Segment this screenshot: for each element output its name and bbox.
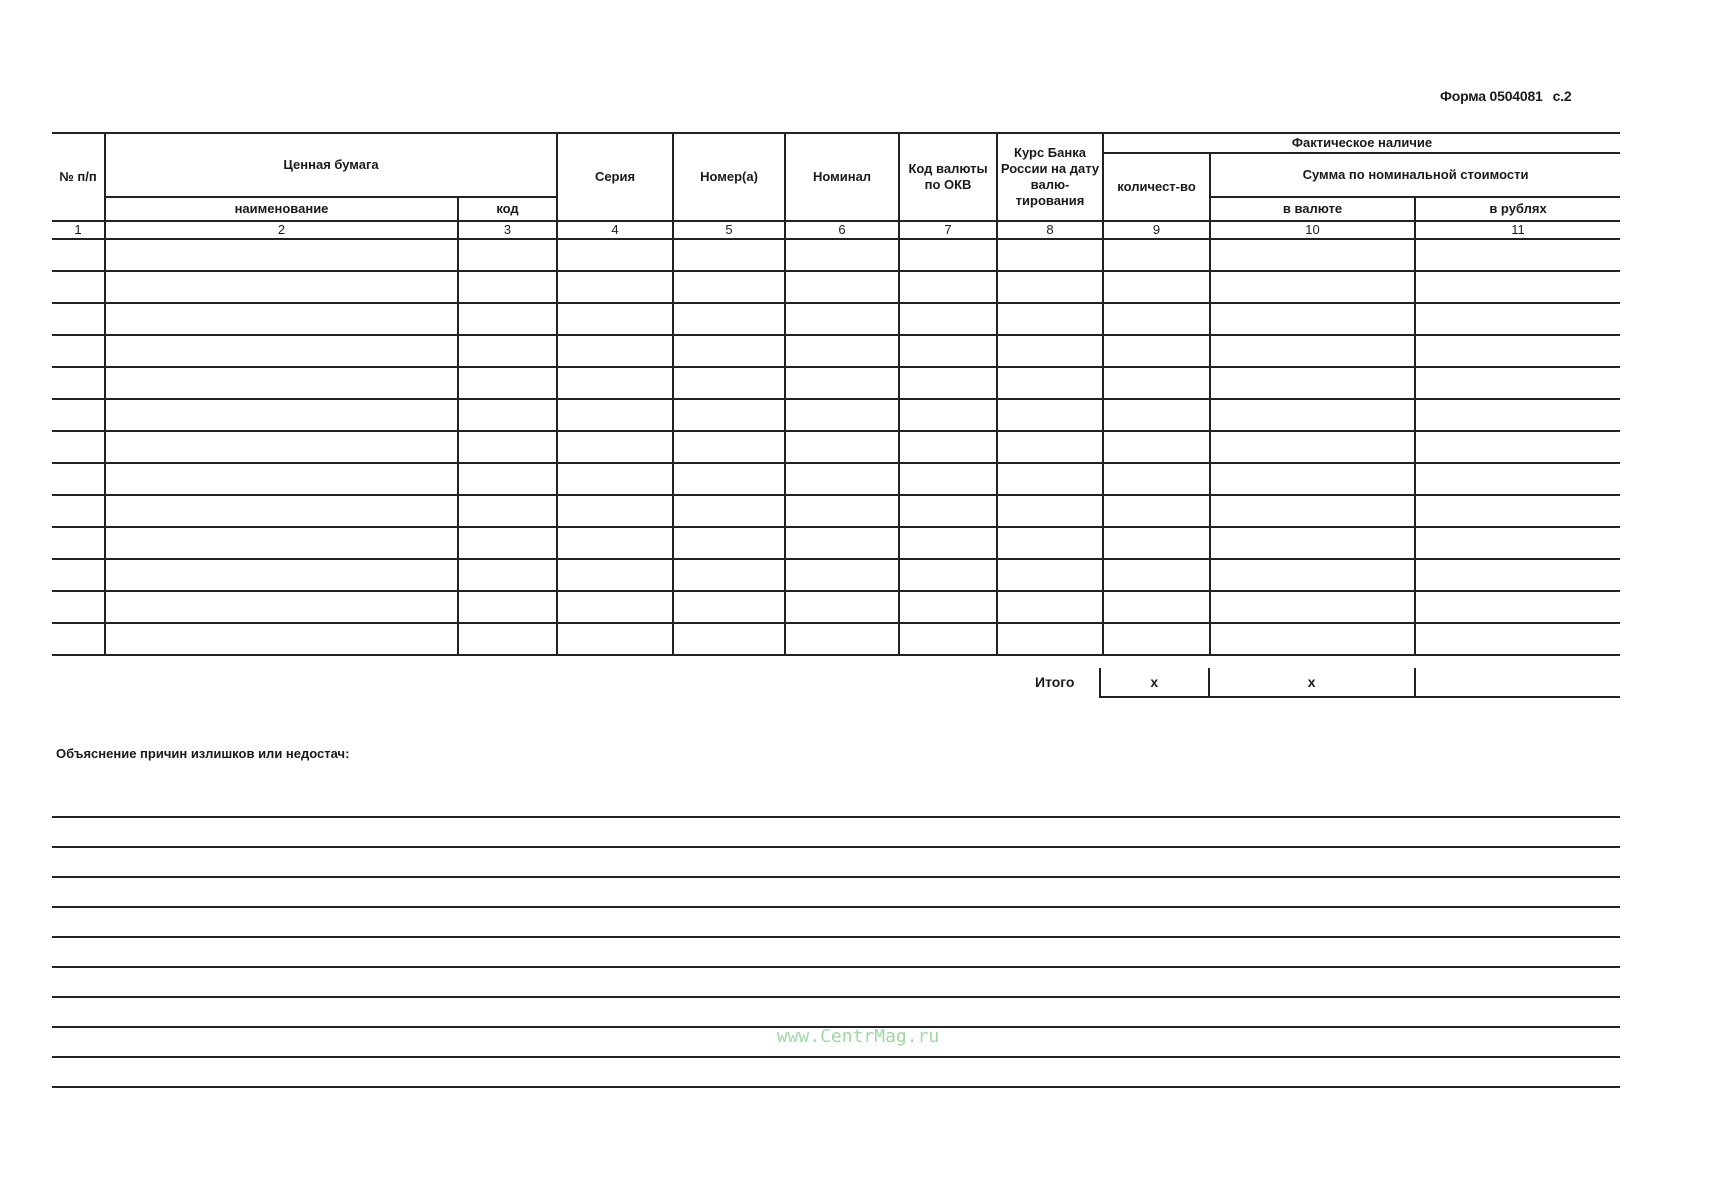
securities-table bbox=[52, 132, 1620, 656]
table-cell[interactable] bbox=[785, 239, 899, 271]
table-cell[interactable] bbox=[1415, 399, 1620, 431]
table-cell[interactable] bbox=[899, 431, 997, 463]
column-number: 5 bbox=[673, 221, 785, 239]
table-cell[interactable] bbox=[557, 431, 673, 463]
table-cell[interactable] bbox=[899, 463, 997, 495]
table-cell[interactable] bbox=[997, 367, 1103, 399]
table-cell[interactable] bbox=[105, 303, 458, 335]
total-row bbox=[1015, 668, 1620, 696]
table-cell[interactable] bbox=[899, 335, 997, 367]
table-cell[interactable] bbox=[557, 367, 673, 399]
table-cell[interactable] bbox=[52, 559, 105, 591]
table-row bbox=[52, 271, 1620, 303]
table-cell[interactable] bbox=[105, 271, 458, 303]
table-row bbox=[52, 367, 1620, 399]
table-cell[interactable] bbox=[52, 463, 105, 495]
table-cell[interactable] bbox=[1210, 591, 1415, 623]
table-cell[interactable] bbox=[1415, 591, 1620, 623]
table-cell[interactable] bbox=[899, 271, 997, 303]
table-cell[interactable] bbox=[785, 527, 899, 559]
table-cell[interactable] bbox=[105, 335, 458, 367]
table-cell[interactable] bbox=[458, 271, 557, 303]
header-security: Ценная бумага bbox=[105, 133, 557, 197]
table-cell[interactable] bbox=[52, 335, 105, 367]
table-cell[interactable] bbox=[52, 239, 105, 271]
explanation-line[interactable] bbox=[52, 938, 1620, 968]
header-currency-code: Код валюты по ОКВ bbox=[899, 133, 997, 221]
table-cell[interactable] bbox=[458, 335, 557, 367]
table-cell[interactable] bbox=[105, 399, 458, 431]
table-cell[interactable] bbox=[785, 335, 899, 367]
table-cell[interactable] bbox=[997, 271, 1103, 303]
table-cell[interactable] bbox=[557, 335, 673, 367]
table-cell[interactable] bbox=[557, 559, 673, 591]
table-cell[interactable] bbox=[1103, 239, 1210, 271]
table-cell[interactable] bbox=[1103, 399, 1210, 431]
header-numbers: Номер(а) bbox=[673, 133, 785, 221]
table-row bbox=[52, 527, 1620, 559]
table-cell[interactable] bbox=[557, 239, 673, 271]
table-row bbox=[52, 335, 1620, 367]
header-series: Серия bbox=[557, 133, 673, 221]
column-number: 1 bbox=[52, 221, 105, 239]
header-nominal: Номинал bbox=[785, 133, 899, 221]
table-cell[interactable] bbox=[1210, 527, 1415, 559]
form-code: Форма 0504081 bbox=[1440, 88, 1543, 104]
explanation-line[interactable] bbox=[52, 998, 1620, 1028]
table-cell[interactable] bbox=[1415, 271, 1620, 303]
table-cell[interactable] bbox=[899, 623, 997, 655]
table-cell[interactable] bbox=[458, 559, 557, 591]
table-cell[interactable] bbox=[1103, 303, 1210, 335]
table-cell[interactable] bbox=[899, 239, 997, 271]
table-cell[interactable] bbox=[1210, 271, 1415, 303]
table-cell[interactable] bbox=[557, 495, 673, 527]
table-row bbox=[52, 559, 1620, 591]
explanation-line[interactable] bbox=[52, 1058, 1620, 1088]
table-cell[interactable] bbox=[105, 527, 458, 559]
table-cell[interactable] bbox=[105, 591, 458, 623]
table-cell[interactable] bbox=[52, 271, 105, 303]
table-body bbox=[52, 239, 1620, 655]
form-number bbox=[1440, 88, 1572, 104]
table-cell[interactable] bbox=[1415, 239, 1620, 271]
column-number: 7 bbox=[899, 221, 997, 239]
table-row bbox=[52, 623, 1620, 655]
column-number: 10 bbox=[1210, 221, 1415, 239]
total-cells bbox=[1099, 668, 1620, 696]
table-cell[interactable] bbox=[673, 591, 785, 623]
table-cell[interactable] bbox=[785, 623, 899, 655]
table-cell[interactable] bbox=[785, 591, 899, 623]
table-row bbox=[52, 591, 1620, 623]
table-cell[interactable] bbox=[899, 559, 997, 591]
explanation-line[interactable] bbox=[52, 848, 1620, 878]
table-cell[interactable] bbox=[105, 623, 458, 655]
table-cell[interactable] bbox=[458, 463, 557, 495]
table-cell[interactable] bbox=[52, 623, 105, 655]
table-cell[interactable] bbox=[785, 271, 899, 303]
table-cell[interactable] bbox=[105, 431, 458, 463]
table-cell[interactable] bbox=[105, 495, 458, 527]
table-cell[interactable] bbox=[105, 367, 458, 399]
table-cell[interactable] bbox=[1415, 495, 1620, 527]
table-cell[interactable] bbox=[1415, 623, 1620, 655]
table-cell[interactable] bbox=[997, 495, 1103, 527]
explanation-line[interactable] bbox=[52, 968, 1620, 998]
table-cell[interactable] bbox=[1210, 399, 1415, 431]
table-cell[interactable] bbox=[1415, 431, 1620, 463]
table-cell[interactable] bbox=[1210, 431, 1415, 463]
table-cell[interactable] bbox=[1415, 559, 1620, 591]
table-cell[interactable] bbox=[997, 303, 1103, 335]
table-row bbox=[52, 303, 1620, 335]
table-cell[interactable] bbox=[52, 495, 105, 527]
table-cell[interactable] bbox=[105, 239, 458, 271]
column-number: 4 bbox=[557, 221, 673, 239]
table-cell[interactable] bbox=[52, 367, 105, 399]
table-cell[interactable] bbox=[458, 431, 557, 463]
header-nominal-sum: Сумма по номинальной стоимости bbox=[1210, 153, 1620, 197]
table-cell[interactable] bbox=[1210, 623, 1415, 655]
table-cell[interactable] bbox=[673, 463, 785, 495]
table-cell[interactable] bbox=[997, 559, 1103, 591]
table-cell[interactable] bbox=[105, 463, 458, 495]
table-cell[interactable] bbox=[997, 463, 1103, 495]
table-cell[interactable] bbox=[997, 623, 1103, 655]
table-cell[interactable] bbox=[557, 591, 673, 623]
table-cell[interactable] bbox=[673, 335, 785, 367]
table-cell[interactable] bbox=[997, 591, 1103, 623]
table-cell[interactable] bbox=[673, 495, 785, 527]
table-cell[interactable] bbox=[458, 239, 557, 271]
table-cell[interactable] bbox=[785, 367, 899, 399]
table-cell[interactable] bbox=[1103, 559, 1210, 591]
table-cell[interactable] bbox=[1103, 335, 1210, 367]
table-cell[interactable] bbox=[1103, 367, 1210, 399]
table-cell[interactable] bbox=[52, 399, 105, 431]
explanation-line[interactable] bbox=[52, 788, 1620, 818]
column-number: 6 bbox=[785, 221, 899, 239]
table-cell[interactable] bbox=[1210, 239, 1415, 271]
table-cell[interactable] bbox=[1415, 335, 1620, 367]
column-number: 11 bbox=[1415, 221, 1620, 239]
table-cell[interactable] bbox=[1210, 495, 1415, 527]
table-cell[interactable] bbox=[1103, 271, 1210, 303]
header-quantity: количест-во bbox=[1103, 153, 1210, 221]
table-cell[interactable] bbox=[1415, 367, 1620, 399]
table-cell[interactable] bbox=[997, 239, 1103, 271]
header-no: № п/п bbox=[52, 133, 105, 221]
header-actual: Фактическое наличие bbox=[1103, 133, 1620, 153]
table-cell[interactable] bbox=[997, 431, 1103, 463]
watermark: www.CentrMag.ru bbox=[776, 1026, 940, 1047]
table-cell[interactable] bbox=[458, 495, 557, 527]
page-label: с.2 bbox=[1552, 88, 1572, 104]
table-cell[interactable] bbox=[557, 623, 673, 655]
table-cell[interactable] bbox=[899, 399, 997, 431]
table-cell[interactable] bbox=[785, 431, 899, 463]
table-cell[interactable] bbox=[899, 303, 997, 335]
column-number: 3 bbox=[458, 221, 557, 239]
table-cell[interactable] bbox=[458, 591, 557, 623]
table-cell[interactable] bbox=[1210, 559, 1415, 591]
table-cell[interactable] bbox=[52, 303, 105, 335]
explanation-line[interactable] bbox=[52, 818, 1620, 848]
table-cell[interactable] bbox=[785, 463, 899, 495]
table-cell[interactable] bbox=[557, 527, 673, 559]
table-cell[interactable] bbox=[1103, 591, 1210, 623]
table-cell[interactable] bbox=[673, 623, 785, 655]
table-cell[interactable] bbox=[1210, 463, 1415, 495]
table-cell[interactable] bbox=[673, 303, 785, 335]
table-cell[interactable] bbox=[899, 591, 997, 623]
explanation-line[interactable] bbox=[52, 878, 1620, 908]
table-cell[interactable] bbox=[1415, 303, 1620, 335]
table-cell[interactable] bbox=[458, 367, 557, 399]
table-cell[interactable] bbox=[785, 559, 899, 591]
table-cell[interactable] bbox=[1210, 335, 1415, 367]
table-cell[interactable] bbox=[52, 527, 105, 559]
table-cell[interactable] bbox=[785, 303, 899, 335]
table-cell[interactable] bbox=[785, 399, 899, 431]
header-in-rubles: в рублях bbox=[1415, 197, 1620, 221]
column-number: 8 bbox=[997, 221, 1103, 239]
table-cell[interactable] bbox=[1103, 431, 1210, 463]
total-in-currency[interactable]: х bbox=[1208, 668, 1414, 698]
table-cell[interactable] bbox=[1103, 495, 1210, 527]
table-cell[interactable] bbox=[899, 495, 997, 527]
table-cell[interactable] bbox=[1103, 527, 1210, 559]
table-cell[interactable] bbox=[557, 399, 673, 431]
total-in-rubles[interactable] bbox=[1414, 668, 1620, 698]
table-cell[interactable] bbox=[105, 559, 458, 591]
table-cell[interactable] bbox=[1210, 367, 1415, 399]
table-cell[interactable] bbox=[673, 399, 785, 431]
table-cell[interactable] bbox=[899, 367, 997, 399]
table-cell[interactable] bbox=[557, 303, 673, 335]
table-cell[interactable] bbox=[557, 271, 673, 303]
table-cell[interactable] bbox=[1103, 623, 1210, 655]
table-cell[interactable] bbox=[673, 367, 785, 399]
table-cell[interactable] bbox=[899, 527, 997, 559]
table-cell[interactable] bbox=[673, 271, 785, 303]
table-cell[interactable] bbox=[997, 335, 1103, 367]
total-label: Итого bbox=[1035, 674, 1075, 690]
table-cell[interactable] bbox=[673, 431, 785, 463]
table-cell[interactable] bbox=[1210, 303, 1415, 335]
explanation-label: Объяснение причин излишков или недостач: bbox=[56, 746, 350, 761]
total-quantity[interactable]: х bbox=[1099, 668, 1208, 698]
table-cell[interactable] bbox=[458, 399, 557, 431]
table-row bbox=[52, 399, 1620, 431]
header-security-name: наименование bbox=[105, 197, 458, 221]
table-row bbox=[52, 495, 1620, 527]
table-cell[interactable] bbox=[997, 399, 1103, 431]
table-cell[interactable] bbox=[1103, 463, 1210, 495]
table-cell[interactable] bbox=[458, 303, 557, 335]
table-cell[interactable] bbox=[52, 591, 105, 623]
table-cell[interactable] bbox=[458, 527, 557, 559]
table-cell[interactable] bbox=[557, 463, 673, 495]
header-security-code: код bbox=[458, 197, 557, 221]
table-cell[interactable] bbox=[997, 527, 1103, 559]
table-cell[interactable] bbox=[673, 527, 785, 559]
table-row bbox=[52, 239, 1620, 271]
header-rate: Курс Банка России на дату валю-тирования bbox=[997, 133, 1103, 221]
table-cell[interactable] bbox=[673, 559, 785, 591]
table-row bbox=[52, 463, 1620, 495]
column-number: 2 bbox=[105, 221, 458, 239]
header-in-currency: в валюте bbox=[1210, 197, 1415, 221]
table-cell[interactable] bbox=[673, 239, 785, 271]
table-row bbox=[52, 431, 1620, 463]
table-cell[interactable] bbox=[458, 623, 557, 655]
table-cell[interactable] bbox=[1415, 463, 1620, 495]
column-numbers-row bbox=[52, 221, 1620, 239]
explanation-line[interactable] bbox=[52, 908, 1620, 938]
column-number: 9 bbox=[1103, 221, 1210, 239]
table-cell[interactable] bbox=[785, 495, 899, 527]
table-cell[interactable] bbox=[52, 431, 105, 463]
table-cell[interactable] bbox=[1415, 527, 1620, 559]
